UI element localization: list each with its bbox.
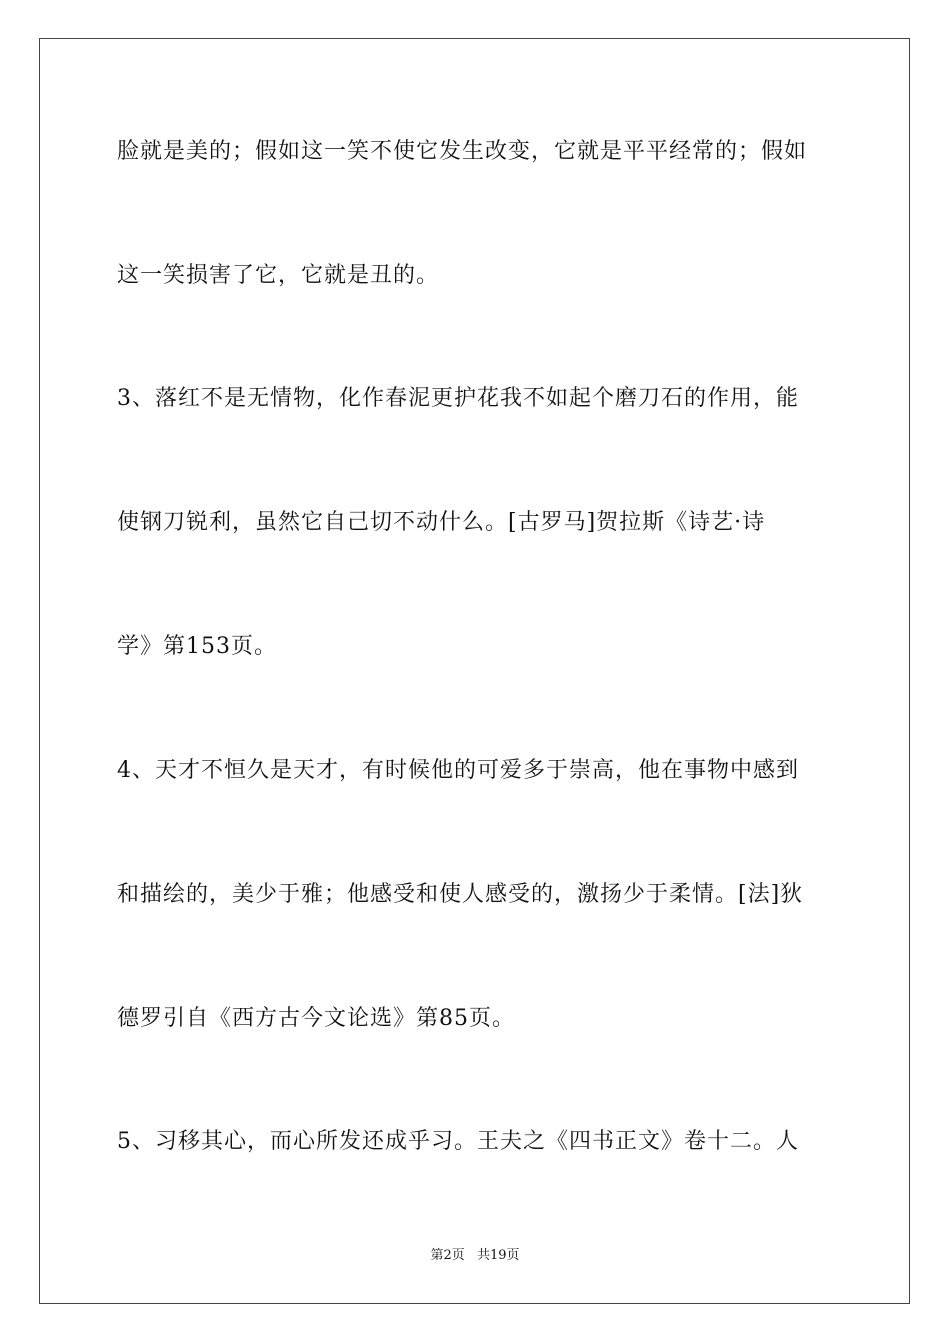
- page-border: [39, 38, 910, 1304]
- text-line: 学》第153页。: [117, 634, 277, 659]
- text-line: 德罗引自《西方古今文论选》第85页。: [117, 1006, 515, 1031]
- page-number: 第2页: [430, 1248, 465, 1263]
- text-line: 这一笑损害了它，它就是丑的。: [117, 263, 440, 288]
- text-line: 3、落红不是无情物，化作春泥更护花我不如起个磨刀石的作用，能: [117, 386, 799, 411]
- text-line: 和描绘的，美少于雅；他感受和使人感受的，激扬少于柔情。[法]狄: [117, 882, 804, 907]
- text-line: 5、习移其心，而心所发还成乎习。王夫之《四书正文》卷十二。人: [117, 1129, 799, 1154]
- page-total: 共19页: [476, 1248, 520, 1263]
- text-line: 脸就是美的；假如这一笑不使它发生改变，它就是平平经常的；假如: [117, 139, 808, 164]
- page-footer: [0, 1247, 950, 1265]
- text-line: 4、天才不恒久是天才，有时候他的可爱多于崇高，他在事物中感到: [117, 758, 799, 783]
- text-line: 使钢刀锐利，虽然它自己切不动什么。[古罗马]贺拉斯《诗艺·诗: [117, 510, 766, 535]
